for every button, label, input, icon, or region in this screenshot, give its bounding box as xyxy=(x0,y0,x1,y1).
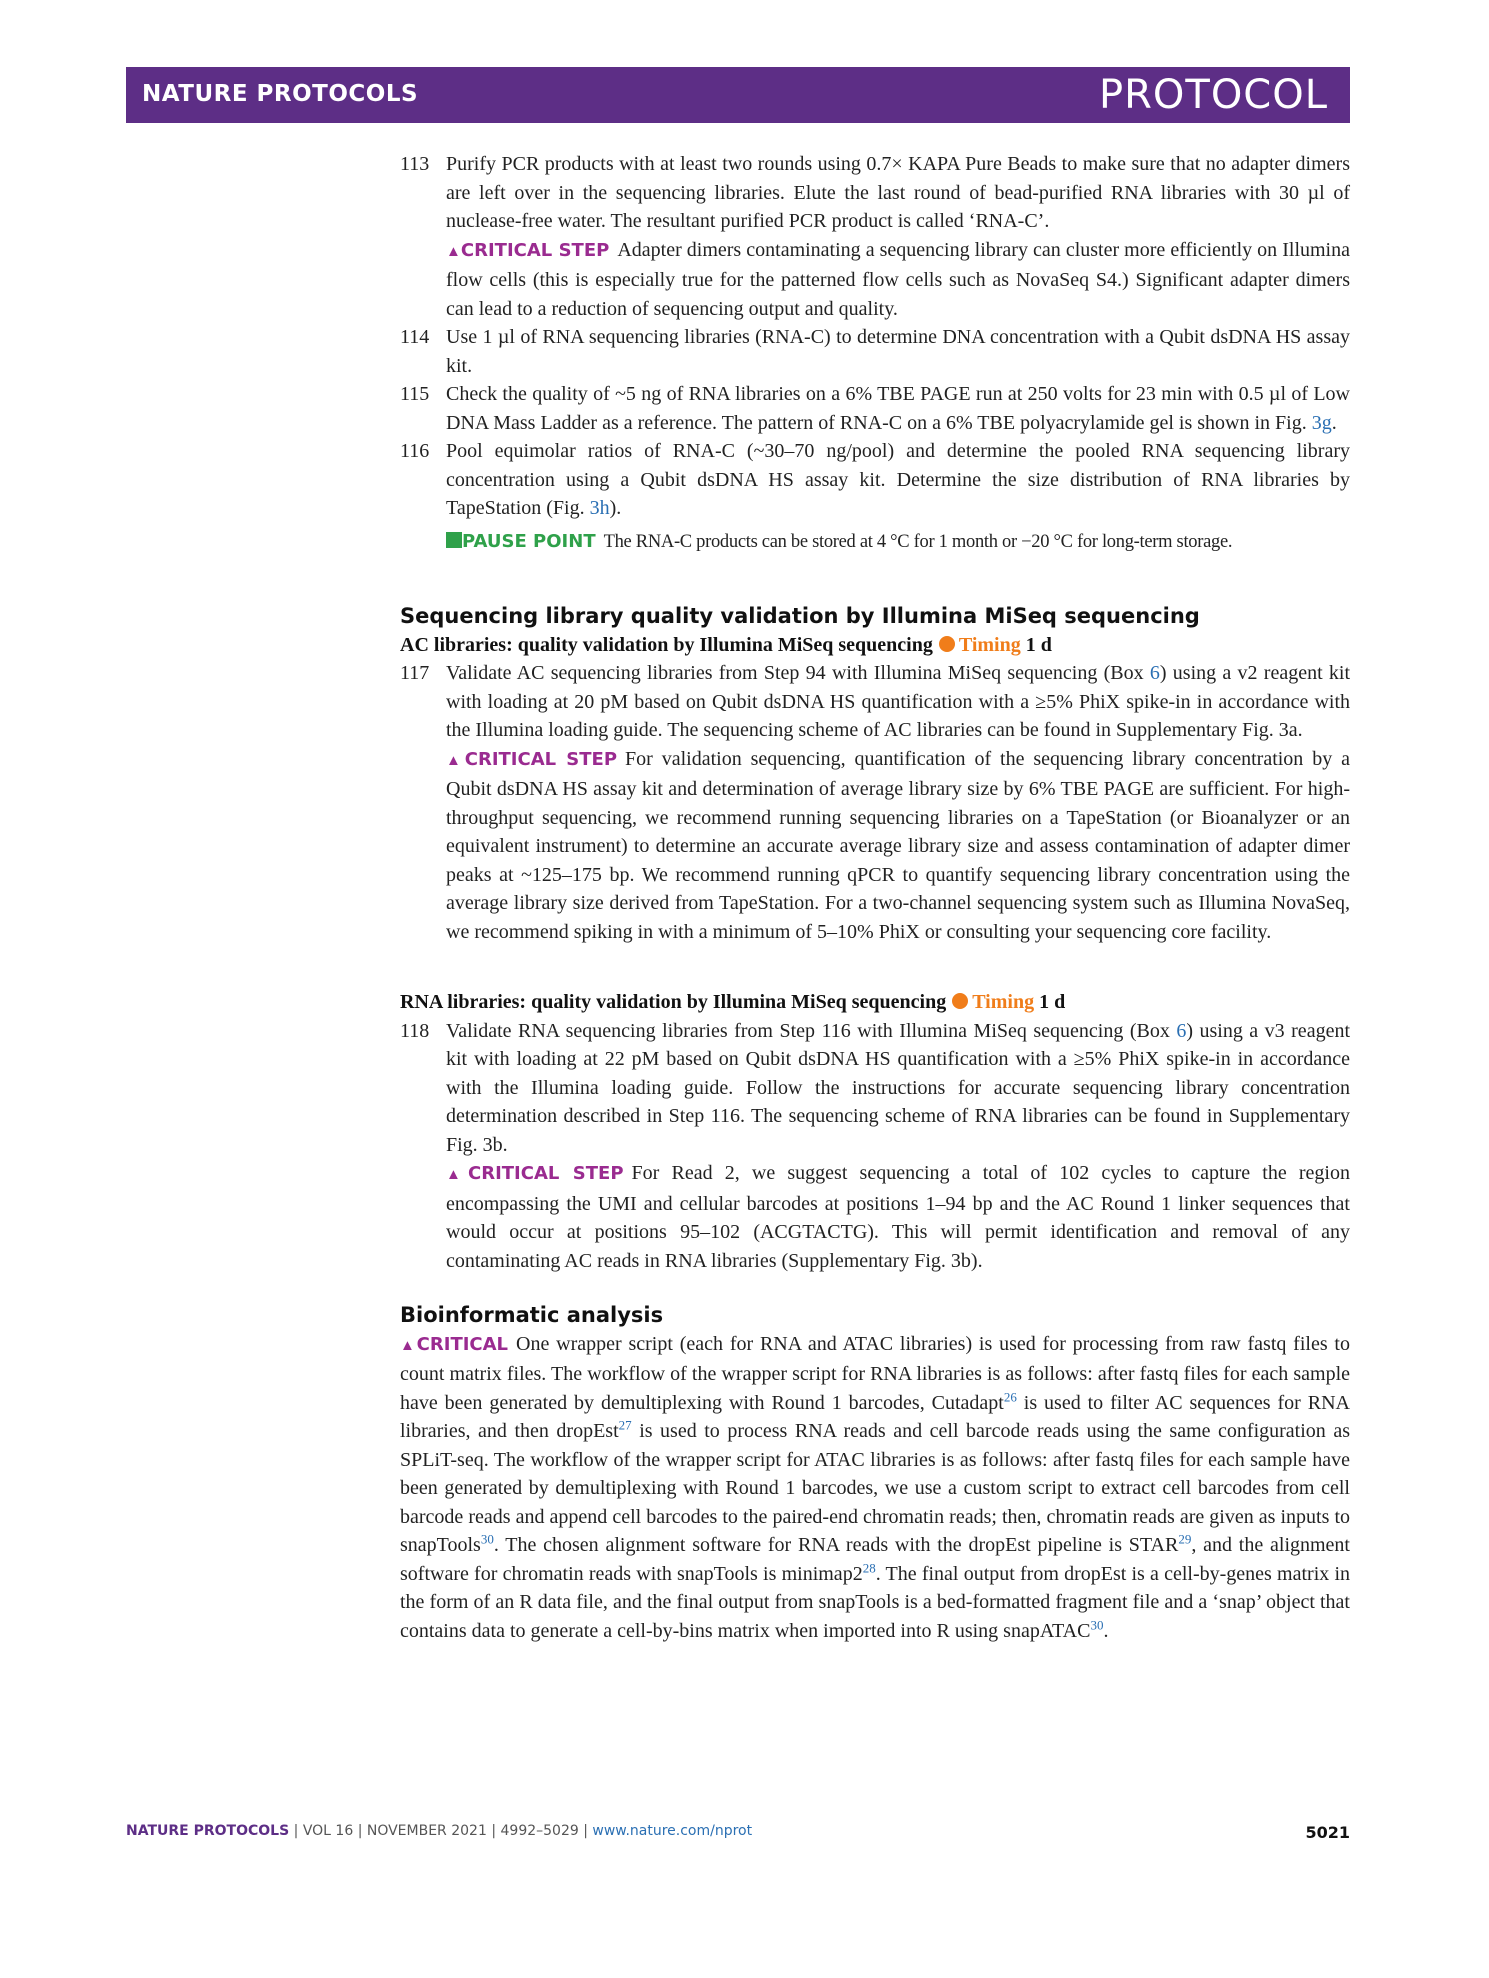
pause-label: PAUSE POINT xyxy=(462,530,596,552)
step-tail: . xyxy=(1331,411,1337,434)
footer-url-link[interactable]: www.nature.com/nprot xyxy=(592,1823,753,1839)
critical-text: For validation sequencing, quantification of the sequencing library concentration by a Qubit dsDNA HS assay kit and determination of average library size by 6% TBE PAGE are sufficient. For high-throughput sequencing, we recommend running sequencing libraries on a TapeStation (or Bioanalyzer or an equivalent instrument) to determine an accurate average library size and assess contamination of adapter dimer peaks at ~125–175 bp. We recommend running qPCR to quantify sequencing library concentration using the average library size derived from TapeStation. For a two-channel sequencing system such as Illumina NovaSeq, we recommend spiking in with a minimum of 5–10% PhiX or consulting your sequencing core facility. xyxy=(446,747,1350,943)
step-text: Use 1 µl of RNA sequencing libraries (RNA-C) to determine DNA concentration with a Qubit dsDNA HS assay kit. xyxy=(446,326,1350,377)
critical-step-117 xyxy=(400,745,1350,947)
critical-text: Adapter dimers contaminating a sequencing library can cluster more efficiently on Illumina flow cells (this is especially true for the patterned flow cells such as NovaSeq S4.) Significant adapter dimers can lead to a reduction of sequencing output and quality. xyxy=(446,238,1350,320)
step-tail: ). xyxy=(609,497,622,519)
paragraph-text: . The chosen alignment software for RNA reads with the dropEst pipeline is STAR xyxy=(493,1534,1179,1556)
step-text-cont: ) using a v2 reagent kit with loading at 20 pM based on Qubit dsDNA HS quantification with a ≥5% PhiX spike-in in accordance with the Illumina loading guide. The sequencing scheme of AC libraries can be found in Supplementary Fig. 3a. xyxy=(446,662,1350,741)
footer-separator: | xyxy=(583,1823,588,1839)
critical-label: CRITICAL STEP xyxy=(464,748,618,770)
pause-text: The RNA-C products can be stored at 4 °C for 1 month or −20 °C for long-term storage. xyxy=(603,531,1233,552)
critical-triangle-icon: ▲ xyxy=(446,1167,469,1183)
step-113 xyxy=(400,150,1350,236)
timing-dot-icon xyxy=(939,636,955,652)
critical-label: CRITICAL xyxy=(416,1333,509,1355)
section-heading-bioinformatic-analysis: Bioinformatic analysis xyxy=(400,1303,664,1327)
step-text: Validate RNA sequencing libraries from Step 116 with Illumina MiSeq sequencing (Box xyxy=(446,1019,1170,1042)
box-link-6[interactable]: 6 xyxy=(1149,662,1160,684)
critical-step-118 xyxy=(400,1159,1350,1275)
paragraph-text: is used to filter AC sequences for RNA libraries, and then dropEst xyxy=(400,1391,1350,1442)
step-117 xyxy=(400,659,1350,745)
footer-volume: VOL 16 xyxy=(302,1823,354,1839)
step-text: Check the quality of ~5 ng of RNA libraries on a 6% TBE PAGE run at 250 volts for 23 min with 0.5 µl of Low DNA Mass Ladder as a reference. The pattern of RNA-C on a 6% TBE polyacrylamide gel is shown in Fig. xyxy=(446,383,1350,434)
timing-value: 1 d xyxy=(1039,991,1066,1013)
step-text: Purify PCR products with at least two rounds using 0.7× KAPA Pure Beads to make sure that no adapter dimers are left over in the sequencing libraries. Elute the last round of bead-purified RNA libraries with 30 µl of nuclease-free water. The resultant purified PCR product is called ‘RNA-C’. xyxy=(446,153,1350,232)
critical-triangle-icon: ▲ xyxy=(446,752,465,769)
paragraph-text: . The final output from dropEst is a cell-by-genes matrix in the form of an R data file, and the final output from snapTools is a bed-formatted fragment file and a ‘snap’ object that contains data to generate a cell-by-bins matrix when imported into R using snapATAC xyxy=(400,1562,1351,1642)
footer-separator: | xyxy=(357,1823,363,1839)
step-116 xyxy=(400,437,1350,523)
timing-dot-icon xyxy=(952,993,968,1009)
step-number: 113 xyxy=(400,153,430,175)
article-type: PROTOCOL xyxy=(1098,72,1328,118)
critical-triangle-icon: ▲ xyxy=(446,243,461,260)
critical-text: For Read 2, we suggest sequencing a total of 102 cycles to capture the region encompassing the UMI and cellular barcodes at positions 1–94 bp and the AC Round 1 linker sequences that would occur at positions 95–102 (ACGTACTG). This will permit identification and removal of any contaminating AC reads in RNA libraries (Supplementary Fig. 3b). xyxy=(446,1162,1350,1272)
ref-26[interactable]: 26 xyxy=(1003,1388,1017,1404)
figure-link-3h[interactable]: 3h xyxy=(589,497,610,519)
page-footer xyxy=(126,1823,1350,1847)
footer-date: NOVEMBER 2021 xyxy=(366,1823,487,1839)
step-number: 116 xyxy=(400,440,430,462)
box-link-6[interactable]: 6 xyxy=(1176,1019,1187,1042)
paragraph-text: , and the alignment software for chromatin reads with snapTools is minimap2 xyxy=(400,1534,1350,1585)
pause-square-icon xyxy=(446,532,462,548)
footer-separator: | xyxy=(491,1823,497,1839)
paragraph-text: is used to process RNA reads and cell barcode reads using the same configuration as SPLiT-seq. The workflow of the wrapper script for ATAC libraries is as follows: after fastq files for each sample have been generated by demultiplexing with Round 1 barcodes, we use a custom script to extract cell barcodes from cell barcode reads and append cell barcodes to the paired-end chromatin reads; then, chromatin reads are given as inputs to snapTools xyxy=(400,1420,1350,1556)
footer-journal: NATURE PROTOCOLS xyxy=(126,1823,290,1839)
timing-label: Timing xyxy=(972,991,1035,1013)
step-number: 117 xyxy=(400,662,430,684)
step-115 xyxy=(400,380,1350,437)
critical-step-113 xyxy=(400,236,1350,324)
section-heading-sequencing-validation: Sequencing library quality validation by Illumina MiSeq sequencing xyxy=(400,604,1200,628)
subsection-title: AC libraries: quality validation by Illumina MiSeq sequencing xyxy=(400,633,933,656)
paragraph-text: One wrapper script (each for RNA and ATAC libraries) is used for processing from raw fastq files to count matrix files. The workflow of the wrapper script for RNA libraries is as follows: after fastq files for each sample have been generated by demultiplexing with Round 1 barcodes, Cutadapt xyxy=(400,1332,1350,1414)
figure-link-3g[interactable]: 3g xyxy=(1311,411,1332,434)
pause-point-116 xyxy=(400,527,1350,557)
footer-separator: | xyxy=(293,1823,299,1839)
ref-27[interactable]: 27 xyxy=(618,1417,632,1433)
step-114 xyxy=(400,323,1350,380)
subsection-rna-libraries xyxy=(400,988,1350,1017)
critical-label: CRITICAL STEP xyxy=(460,239,610,261)
step-number: 115 xyxy=(400,383,430,405)
subsection-ac-libraries xyxy=(400,631,1350,660)
subsection-title: RNA libraries: quality validation by Illumina MiSeq sequencing xyxy=(400,991,947,1013)
ref-30[interactable]: 30 xyxy=(480,1531,494,1547)
step-text: Validate AC sequencing libraries from Step 94 with Illumina MiSeq sequencing (Box xyxy=(446,662,1144,684)
ref-29[interactable]: 29 xyxy=(1178,1531,1192,1547)
step-number: 114 xyxy=(400,326,430,348)
timing-label: Timing xyxy=(958,633,1021,656)
main-content xyxy=(400,150,1350,1645)
footer-pages: 4992–5029 xyxy=(500,1823,579,1839)
page-number: 5021 xyxy=(1305,1823,1350,1842)
journal-header-bar xyxy=(126,67,1350,123)
step-number: 118 xyxy=(400,1019,430,1042)
ref-28[interactable]: 28 xyxy=(862,1559,876,1575)
step-text: Pool equimolar ratios of RNA-C (~30–70 ng/pool) and determine the pooled RNA sequencing library concentration using a Qubit dsDNA HS assay kit. Determine the size distribution of RNA libraries by TapeStation (Fig. xyxy=(446,440,1350,519)
timing-value: 1 d xyxy=(1025,633,1052,656)
ref-30[interactable]: 30 xyxy=(1090,1616,1104,1632)
step-118 xyxy=(400,1017,1350,1160)
journal-name: NATURE PROTOCOLS xyxy=(142,81,419,107)
paragraph-text: . xyxy=(1103,1619,1109,1642)
critical-label: CRITICAL STEP xyxy=(468,1163,624,1184)
bioinformatic-paragraph xyxy=(400,1330,1350,1646)
step-text-cont: ) using a v3 reagent kit with loading at 22 pM based on Qubit dsDNA HS quantification with a ≥5% PhiX spike-in in accordance with the Illumina loading guide. Follow the instructions for accurate sequencing library concentration determination described in Step 116. The sequencing scheme of RNA libraries can be found in Supplementary Fig. 3b. xyxy=(446,1019,1350,1156)
critical-triangle-icon: ▲ xyxy=(400,1337,417,1354)
